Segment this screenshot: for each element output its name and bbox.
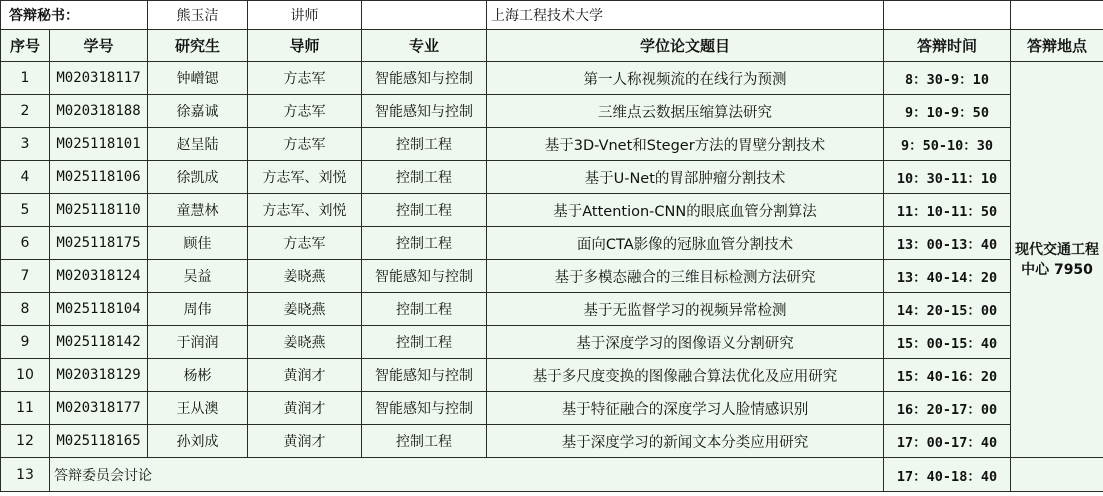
column-header-advisor: 导师 (248, 30, 362, 62)
column-header-venue: 答辩地点 (1011, 30, 1103, 62)
defense-time-cell: 17：40-18：40 (884, 458, 1011, 492)
student-name-cell: 钟嶒锶 (148, 62, 248, 95)
defense-time-cell: 8：30-9：10 (884, 62, 1011, 95)
seq-cell: 4 (1, 161, 50, 194)
secretary-label: 答辩秘书： (1, 1, 148, 30)
table-row (1, 128, 1103, 161)
empty-cell (884, 1, 1011, 30)
thesis-title-cell: 基于3D-Vnet和Steger方法的胃壁分割技术 (487, 128, 884, 161)
major-cell: 智能感知与控制 (362, 359, 487, 392)
thesis-title-cell: 三维点云数据压缩算法研究 (487, 95, 884, 128)
column-header-time: 答辩时间 (884, 30, 1011, 62)
defense-time-cell: 16：20-17：00 (884, 392, 1011, 425)
student-name-cell: 徐凯成 (148, 161, 248, 194)
defense-time-cell: 13：40-14：20 (884, 260, 1011, 293)
table-row (1, 326, 1103, 359)
seq-cell: 13 (1, 458, 50, 492)
thesis-title-cell: 基于深度学习的新闻文本分类应用研究 (487, 425, 884, 458)
student-id-cell: M020318124 (50, 260, 148, 293)
major-cell: 控制工程 (362, 161, 487, 194)
advisor-cell: 方志军 (248, 62, 362, 95)
advisor-cell: 黄润才 (248, 425, 362, 458)
defense-time-cell: 14：20-15：00 (884, 293, 1011, 326)
student-id-cell: M020318117 (50, 62, 148, 95)
table-row (1, 425, 1103, 458)
seq-cell: 10 (1, 359, 50, 392)
defense-time-cell: 13：00-13：40 (884, 227, 1011, 260)
seq-cell: 6 (1, 227, 50, 260)
major-cell: 智能感知与控制 (362, 95, 487, 128)
seq-cell: 1 (1, 62, 50, 95)
table-row (1, 194, 1103, 227)
empty-cell (1011, 458, 1103, 492)
table-row (1, 359, 1103, 392)
advisor-cell: 黄润才 (248, 359, 362, 392)
advisor-cell: 方志军、刘悦 (248, 161, 362, 194)
student-id-cell: M025118175 (50, 227, 148, 260)
defense-time-cell: 9：10-9：50 (884, 95, 1011, 128)
empty-cell (362, 1, 487, 30)
committee-discussion-row (1, 458, 1103, 492)
defense-time-cell: 11：10-11：50 (884, 194, 1011, 227)
defense-time-cell: 17：00-17：40 (884, 425, 1011, 458)
student-name-cell: 孙刘成 (148, 425, 248, 458)
advisor-cell: 黄润才 (248, 392, 362, 425)
defense-time-cell: 9：50-10：30 (884, 128, 1011, 161)
student-name-cell: 周伟 (148, 293, 248, 326)
student-id-cell: M020318129 (50, 359, 148, 392)
seq-cell: 2 (1, 95, 50, 128)
column-header-student: 研究生 (148, 30, 248, 62)
student-id-cell: M025118104 (50, 293, 148, 326)
table-row (1, 392, 1103, 425)
major-cell: 智能感知与控制 (362, 62, 487, 95)
table-row (1, 260, 1103, 293)
table-row (1, 293, 1103, 326)
thesis-title-cell: 面向CTA影像的冠脉血管分割技术 (487, 227, 884, 260)
seq-cell: 12 (1, 425, 50, 458)
advisor-cell: 姜晓燕 (248, 293, 362, 326)
column-header-thesis: 学位论文题目 (487, 30, 884, 62)
advisor-cell: 姜晓燕 (248, 326, 362, 359)
major-cell: 控制工程 (362, 194, 487, 227)
student-id-cell: M025118106 (50, 161, 148, 194)
column-header-row (1, 30, 1103, 62)
student-name-cell: 徐嘉诚 (148, 95, 248, 128)
seq-cell: 3 (1, 128, 50, 161)
thesis-title-cell: 基于无监督学习的视频异常检测 (487, 293, 884, 326)
major-cell: 控制工程 (362, 227, 487, 260)
secretary-name: 熊玉洁 (148, 1, 248, 30)
major-cell: 控制工程 (362, 425, 487, 458)
seq-cell: 9 (1, 326, 50, 359)
advisor-cell: 姜晓燕 (248, 260, 362, 293)
defense-time-cell: 15：00-15：40 (884, 326, 1011, 359)
thesis-title-cell: 基于深度学习的图像语义分割研究 (487, 326, 884, 359)
table-row (1, 62, 1103, 95)
thesis-title-cell: 基于Attention-CNN的眼底血管分割算法 (487, 194, 884, 227)
student-name-cell: 童慧林 (148, 194, 248, 227)
seq-cell: 7 (1, 260, 50, 293)
advisor-cell: 方志军 (248, 227, 362, 260)
thesis-title-cell: 基于U-Net的胃部肿瘤分割技术 (487, 161, 884, 194)
thesis-title-cell: 基于特征融合的深度学习人脸情感识别 (487, 392, 884, 425)
major-cell: 控制工程 (362, 128, 487, 161)
column-header-student-id: 学号 (50, 30, 148, 62)
student-id-cell: M020318177 (50, 392, 148, 425)
major-cell: 智能感知与控制 (362, 260, 487, 293)
student-id-cell: M025118110 (50, 194, 148, 227)
thesis-title-cell: 基于多模态融合的三维目标检测方法研究 (487, 260, 884, 293)
seq-cell: 11 (1, 392, 50, 425)
advisor-cell: 方志军 (248, 95, 362, 128)
committee-discussion-label: 答辩委员会讨论 (50, 458, 884, 492)
student-name-cell: 吴益 (148, 260, 248, 293)
seq-cell: 5 (1, 194, 50, 227)
thesis-title-cell: 基于多尺度变换的图像融合算法优化及应用研究 (487, 359, 884, 392)
advisor-cell: 方志军、刘悦 (248, 194, 362, 227)
seq-cell: 8 (1, 293, 50, 326)
student-id-cell: M020318188 (50, 95, 148, 128)
student-id-cell: M025118101 (50, 128, 148, 161)
student-name-cell: 于润润 (148, 326, 248, 359)
student-name-cell: 杨彬 (148, 359, 248, 392)
student-name-cell: 王从澳 (148, 392, 248, 425)
defense-time-cell: 10：30-11：10 (884, 161, 1011, 194)
secretary-title: 讲师 (248, 1, 362, 30)
table-row (1, 161, 1103, 194)
defense-time-cell: 15：40-16：20 (884, 359, 1011, 392)
thesis-title-cell: 第一人称视频流的在线行为预测 (487, 62, 884, 95)
empty-cell (1011, 1, 1103, 30)
major-cell: 智能感知与控制 (362, 392, 487, 425)
student-id-cell: M025118165 (50, 425, 148, 458)
student-id-cell: M025118142 (50, 326, 148, 359)
university-name: 上海工程技术大学 (487, 1, 884, 30)
secretary-row (1, 1, 1103, 30)
table-row (1, 227, 1103, 260)
major-cell: 控制工程 (362, 326, 487, 359)
student-name-cell: 顾佳 (148, 227, 248, 260)
major-cell: 控制工程 (362, 293, 487, 326)
table-row (1, 95, 1103, 128)
column-header-seq: 序号 (1, 30, 50, 62)
column-header-major: 专业 (362, 30, 487, 62)
venue-cell: 现代交通工程中心 7950 (1011, 62, 1103, 458)
student-name-cell: 赵呈陆 (148, 128, 248, 161)
advisor-cell: 方志军 (248, 128, 362, 161)
